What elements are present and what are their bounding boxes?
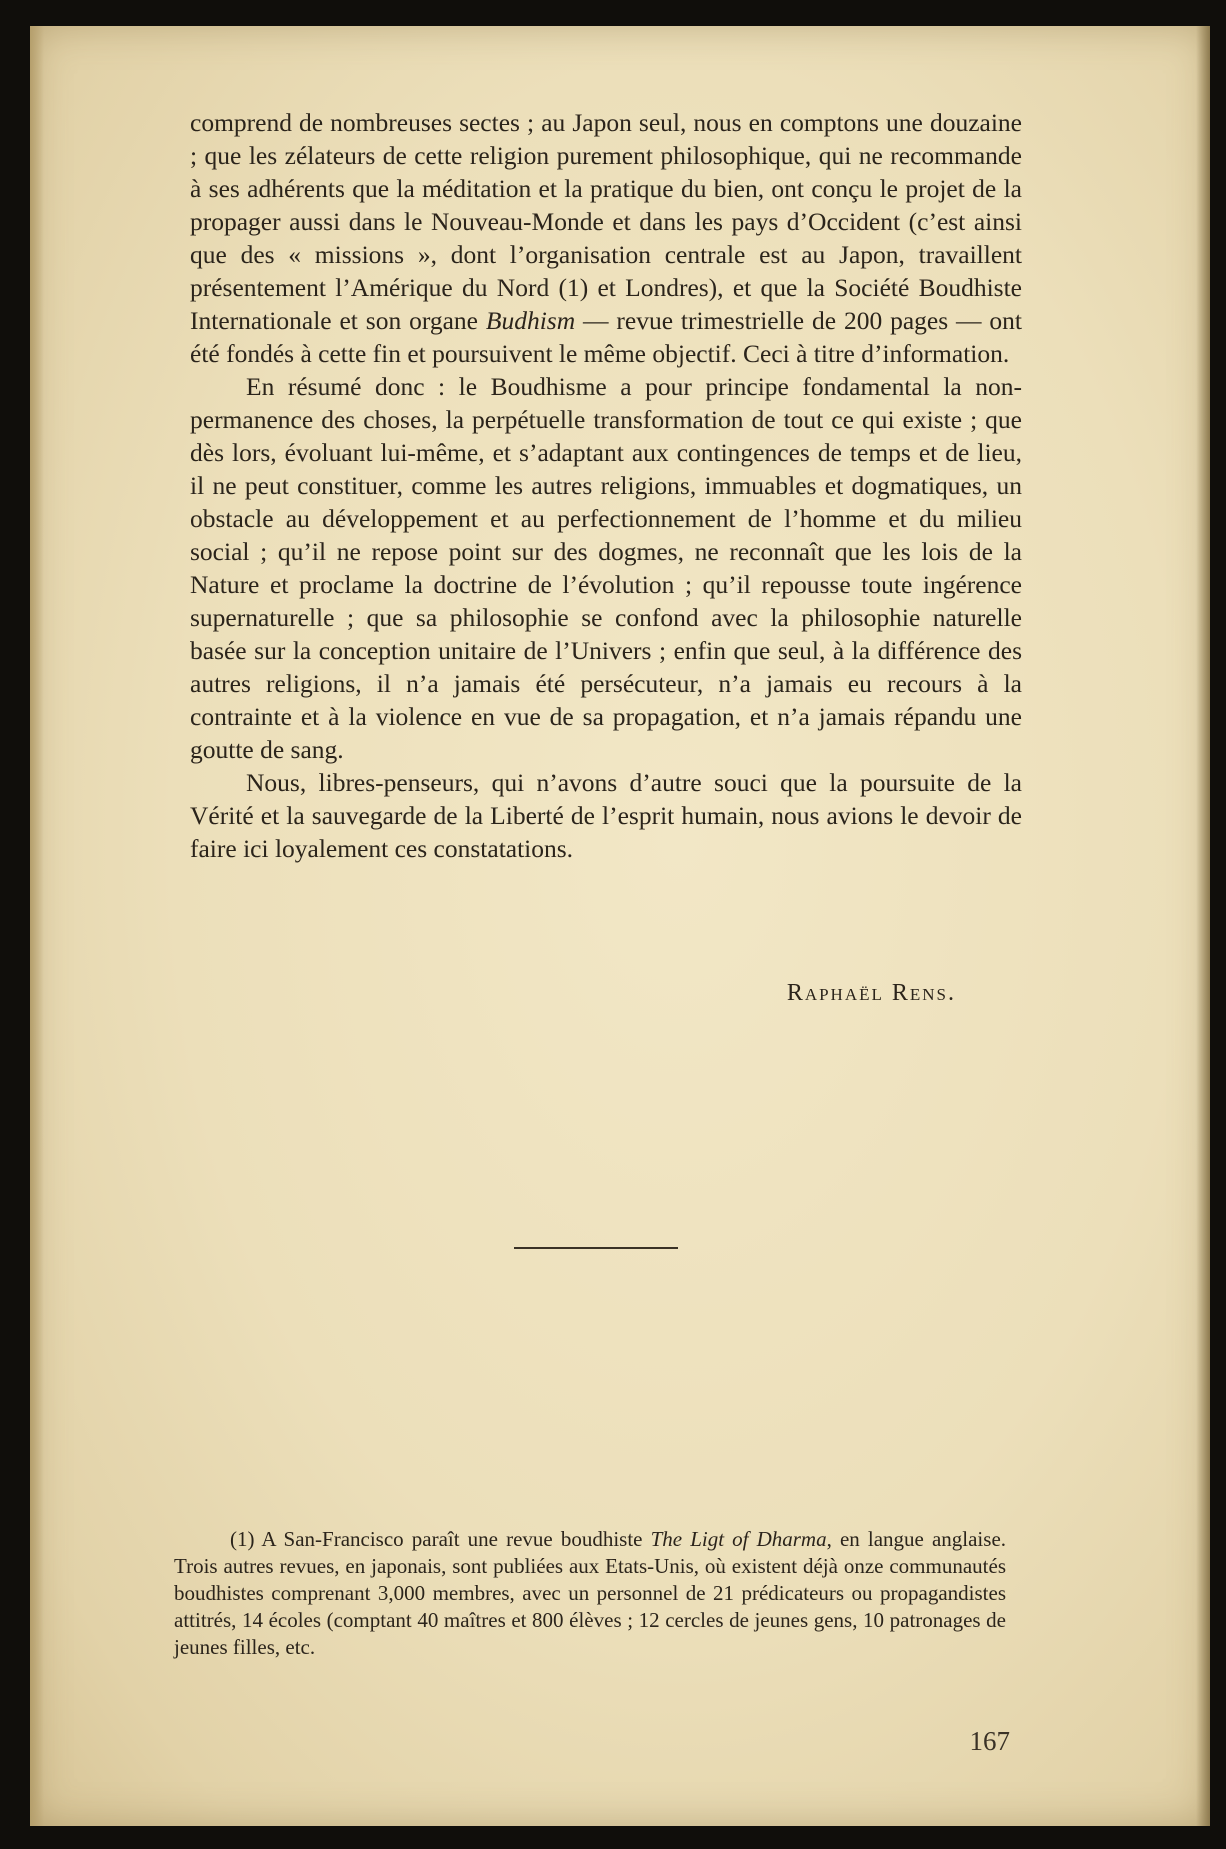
footnote-text: (1) A San-Francisco paraît une revue boudhiste [230,1527,651,1551]
footnote-journal-title: The Ligt of Dharma [650,1527,827,1551]
page-edge-shadow [1196,26,1210,1826]
body-text [190,106,1022,865]
footnote [174,1526,1006,1661]
footnote-text-end: , en langue anglaise. Trois autres revues, en japonais, sont publiées aux Etats-Unis, où existent déjà onze communautés boudhistes comprenant 3,000 membres, avec un personnel de 21 prédicateurs ou propagandistes attitrés, 14 écoles (comptant 40 maîtres et 800 élèves ; 12 cercles de jeunes gens, 10 patronages de jeunes filles, etc. [174,1527,1007,1659]
binding-gutter [30,26,44,1826]
journal-title: Budhism [485,306,576,335]
paragraph-1 [190,106,1022,370]
paragraph-3: Nous, libres-penseurs, qui n’avons d’autre souci que la poursuite de la Vérité et la sauvegarde de la Liberté de l’esprit humain, nous avions le devoir de faire ici loyalement ces constatations. [190,768,1022,863]
paragraph-1-text: comprend de nombreuses sectes ; au Japon seul, nous en comptons une douzaine ; que les zélateurs de cette religion purement philosophique, qui ne recommande à ses adhérents que la méditation et la pratique du bien, ont conçu le projet de la propager aussi dans le Nouveau-Monde et dans les pays d’Occident (c’est ainsi que des « missions », dont l’organisation centrale est au Japon, travaillent présentement l’Amérique du Nord (1) et Londres), et que la Société Boudhiste Internationale et son organe [190,108,1022,335]
footnote-separator [514,1247,678,1249]
paragraph-1-text-end: — revue trimestrielle de 200 pages — ont été fondés à cette fin et poursuivent le même objectif. Ceci à titre d’information. [190,306,1022,368]
page-number: 167 [969,1726,1010,1756]
author-signature: Raphaël Rens. [786,980,956,1006]
paragraph-2: En résumé donc : le Boudhisme a pour principe fondamental la non-permanence des choses, la perpétuelle transformation de tout ce qui existe ; que dès lors, évoluant lui-même, et s’adaptant aux contingences de temps et de lieu, il ne peut constituer, comme les autres religions, immuables et dogmatiques, un obstacle au développement et au perfectionnement de l’homme et du milieu social ; qu’il ne repose point sur des dogmes, ne reconnaît que les lois de la Nature et proclame la doctrine de l’évolution ; qu’il repousse toute ingérence supernaturelle ; que sa philosophie se confond avec la philosophie naturelle basée sur la conception unitaire de l’Univers ; enfin que seul, à la différence des autres religions, il n’a jamais été persécuteur, n’a jamais eu recours à la contrainte et à la violence en vue de sa propagation, et n’a jamais répandu une goutte de sang. [190,372,1022,764]
